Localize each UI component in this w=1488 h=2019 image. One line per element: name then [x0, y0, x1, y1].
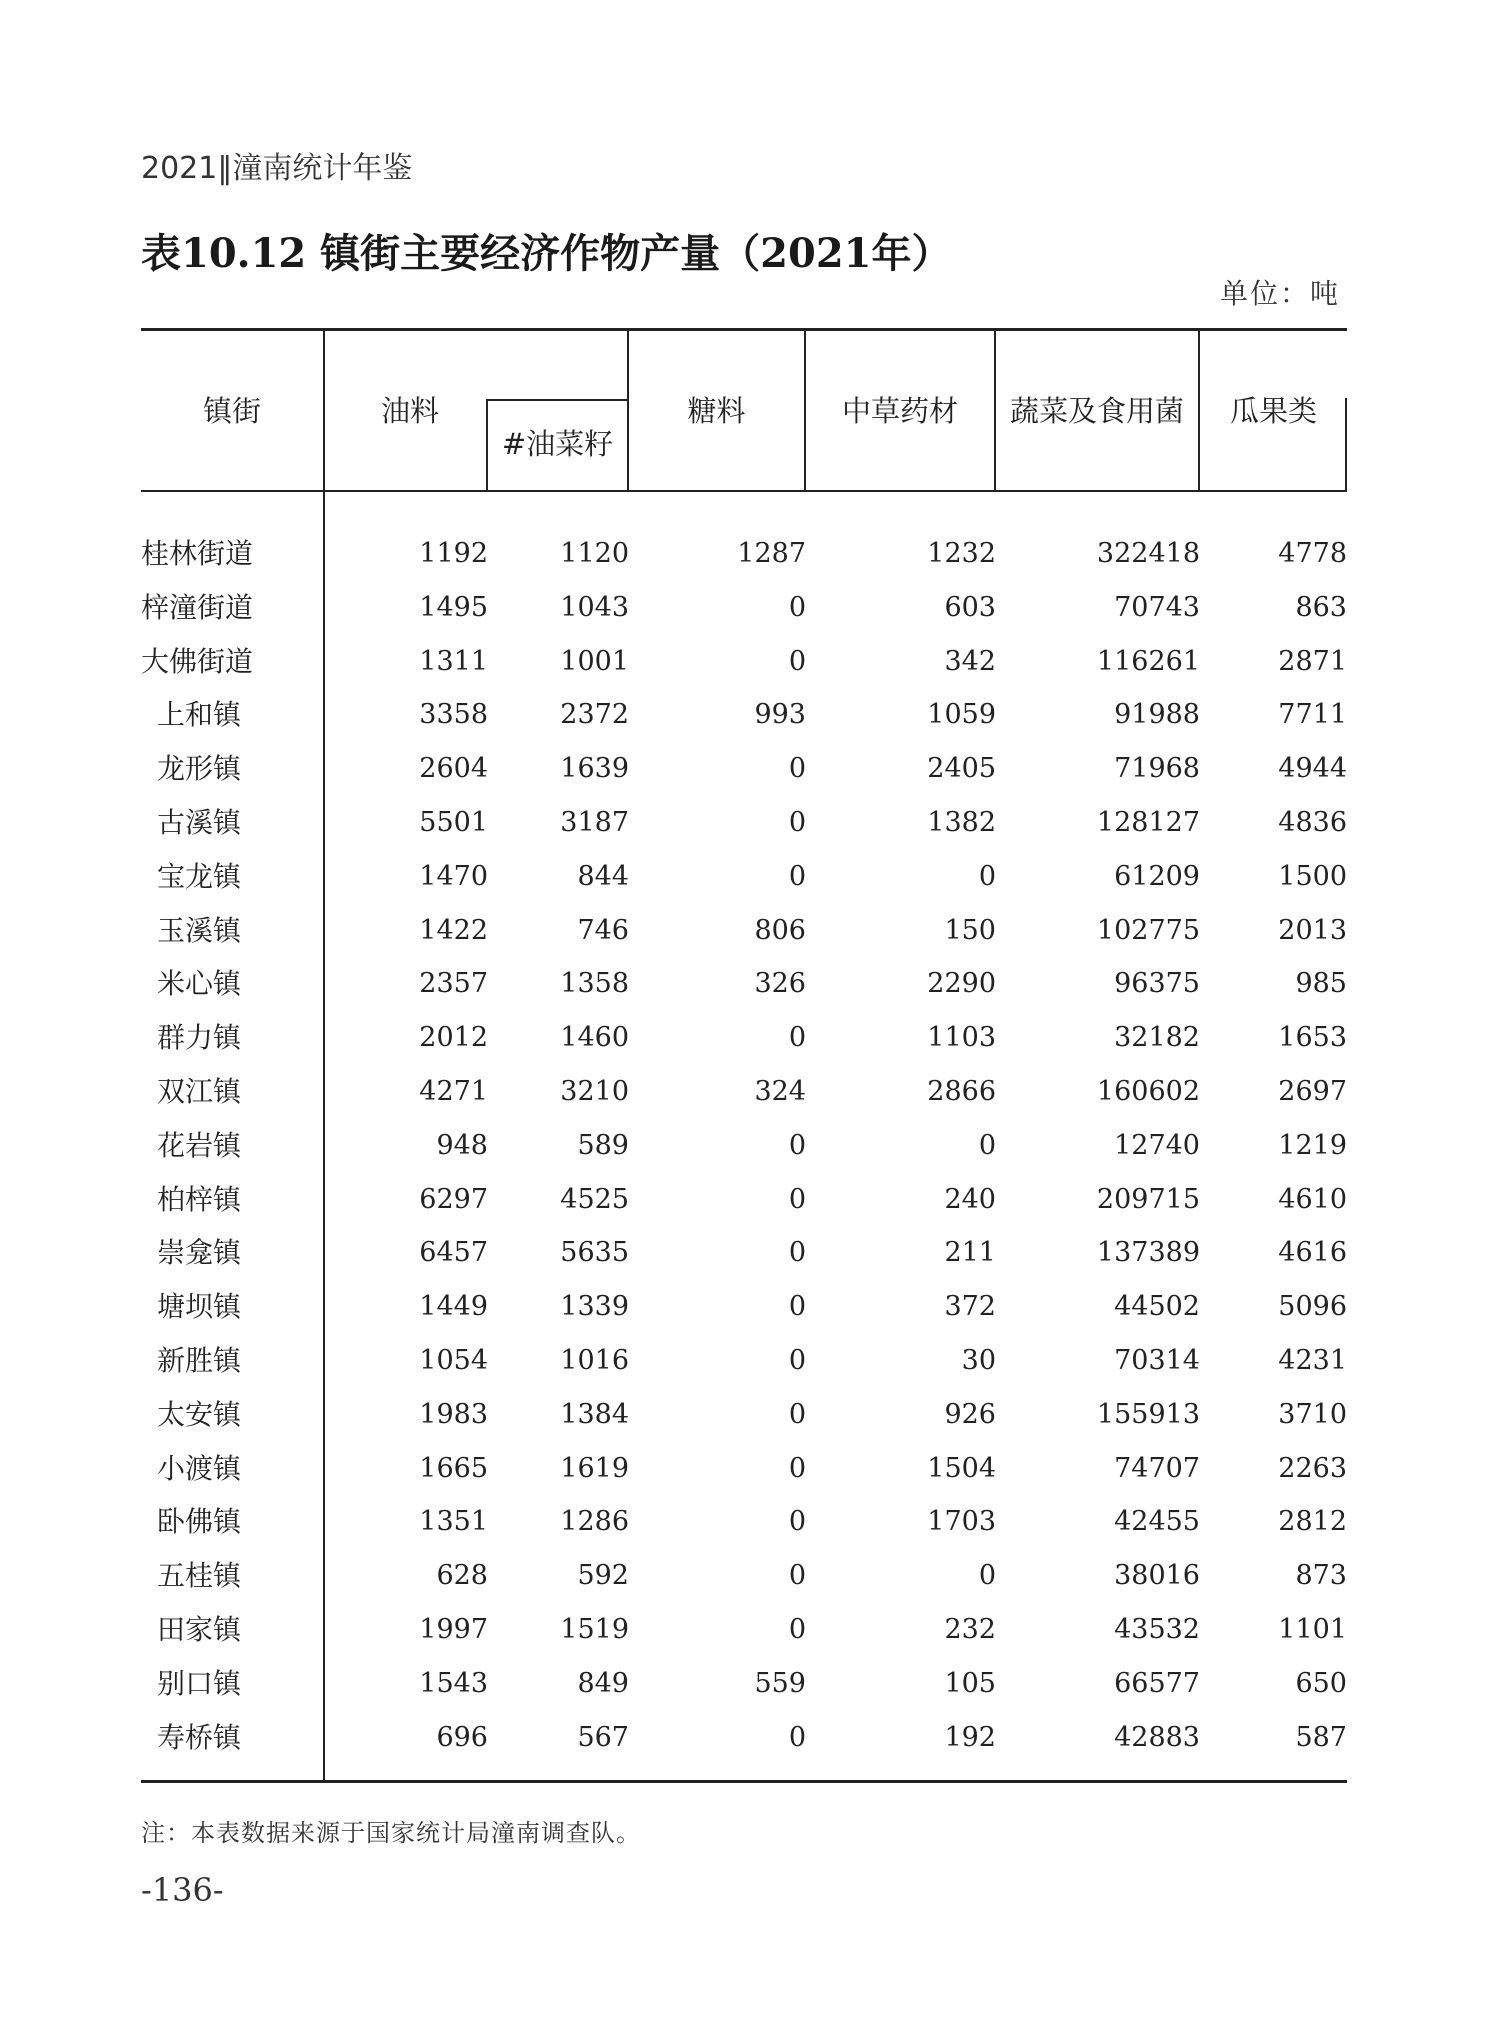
rapeseed-value: 1519: [560, 1614, 629, 1645]
rapeseed-value: 4525: [560, 1183, 629, 1215]
melons-value: 2812: [1278, 1506, 1347, 1538]
table-row: [0, 1714, 1488, 1768]
oil-value: 1665: [419, 1452, 488, 1484]
town-name: 古溪镇: [157, 806, 242, 839]
herbs-value: 232: [944, 1614, 996, 1645]
sugar-value: 0: [788, 1560, 806, 1592]
page-title: 表10.12 镇街主要经济作物产量（2021年）: [141, 230, 952, 277]
sugar-value: 0: [788, 1452, 806, 1484]
sugar-value: 0: [788, 645, 806, 677]
oil-value: 2012: [419, 1022, 488, 1054]
table-row: [0, 907, 1488, 961]
herbs-value: 30: [961, 1345, 996, 1376]
vegetables-value: 70743: [1114, 591, 1200, 623]
header-bottom-rule: [141, 490, 1347, 492]
oil-value: 1422: [419, 914, 488, 946]
table-row: [0, 1552, 1488, 1606]
oil-value: 1054: [419, 1345, 488, 1376]
town-name: 米心镇: [157, 967, 242, 1001]
vegetables-value: 102775: [1096, 914, 1200, 946]
oil-value: 1495: [419, 591, 488, 623]
herbs-value: 1059: [927, 699, 996, 731]
melons-value: 1101: [1278, 1614, 1347, 1645]
oil-value: 628: [436, 1560, 488, 1592]
vegetables-value: 160602: [1096, 1076, 1200, 1107]
running-header: 2021‖潼南统计年鉴: [141, 151, 413, 186]
rapeseed-value: 1384: [560, 1398, 629, 1430]
melons-value: 650: [1295, 1667, 1347, 1699]
herbs-value: 1103: [927, 1022, 996, 1054]
sugar-value: 0: [788, 1506, 806, 1538]
town-name: 五桂镇: [157, 1559, 242, 1593]
rapeseed-value: 746: [577, 914, 629, 946]
herbs-value: 2290: [927, 968, 996, 1000]
vegetables-value: 12740: [1114, 1129, 1200, 1161]
town-name: 群力镇: [157, 1021, 242, 1055]
town-name: 桂林街道: [141, 537, 254, 570]
rapeseed-value: 3210: [560, 1076, 629, 1107]
source-note: 注：本表数据来源于国家统计局潼南调查队。: [141, 1819, 641, 1847]
table-row: [0, 1283, 1488, 1337]
table-row: [0, 1337, 1488, 1391]
sugar-value: 0: [788, 591, 806, 623]
melons-value: 2871: [1278, 645, 1347, 677]
vegetables-value: 38016: [1114, 1560, 1200, 1592]
sugar-value: 0: [788, 1614, 806, 1645]
sugar-value: 993: [754, 699, 806, 731]
melons-value: 4231: [1278, 1345, 1347, 1376]
table-row: [0, 638, 1488, 692]
vegetables-value: 322418: [1096, 538, 1200, 569]
table-row: [0, 960, 1488, 1014]
town-name: 上和镇: [157, 698, 242, 732]
rapeseed-value: 1460: [560, 1022, 629, 1054]
melons-value: 4944: [1278, 753, 1347, 785]
header-town: 镇街: [202, 394, 261, 428]
melons-value: 985: [1295, 968, 1347, 1000]
herbs-value: 372: [944, 1291, 996, 1323]
vegetables-value: 155913: [1096, 1398, 1200, 1430]
oil-value: 696: [436, 1721, 488, 1753]
herbs-value: 603: [944, 591, 996, 623]
herbs-value: 0: [978, 860, 996, 892]
town-name: 龙形镇: [157, 752, 242, 786]
vegetables-value: 74707: [1114, 1452, 1200, 1484]
melons-value: 7711: [1278, 699, 1347, 731]
sugar-value: 1287: [737, 538, 806, 569]
sugar-value: 559: [754, 1667, 806, 1699]
header-melons: 瓜果类: [1229, 394, 1317, 428]
vegetables-value: 32182: [1114, 1022, 1200, 1054]
herbs-value: 192: [944, 1721, 996, 1753]
oil-value: 948: [436, 1129, 488, 1161]
melons-value: 4836: [1278, 807, 1347, 838]
vegetables-value: 137389: [1096, 1237, 1200, 1269]
header-vegetables: 蔬菜及食用菌: [1009, 394, 1184, 428]
melons-value: 5096: [1278, 1291, 1347, 1323]
town-name: 塘坝镇: [157, 1290, 242, 1324]
rapeseed-value: 1016: [560, 1345, 629, 1376]
oil-value: 1997: [419, 1614, 488, 1645]
table-row: [0, 584, 1488, 638]
unit-label: 单位：吨: [1219, 277, 1340, 310]
header-sugar: 糖料: [687, 394, 746, 428]
sugar-value: 0: [788, 1721, 806, 1753]
oil-value: 5501: [419, 807, 488, 838]
vegetables-value: 70314: [1114, 1345, 1200, 1376]
herbs-value: 150: [944, 914, 996, 946]
rapeseed-value: 2372: [560, 699, 629, 731]
rapeseed-value: 3187: [560, 807, 629, 838]
town-name: 柏梓镇: [157, 1182, 242, 1216]
oil-value: 3358: [419, 699, 488, 731]
melons-value: 863: [1295, 591, 1347, 623]
oil-value: 6297: [419, 1183, 488, 1215]
oil-value: 1543: [419, 1667, 488, 1699]
rapeseed-value: 1339: [560, 1291, 629, 1323]
town-name: 新胜镇: [157, 1344, 242, 1377]
vegetables-value: 91988: [1114, 699, 1200, 731]
herbs-value: 1703: [927, 1506, 996, 1538]
herbs-value: 1382: [927, 807, 996, 838]
melons-value: 4778: [1278, 538, 1347, 569]
town-name: 宝龙镇: [157, 859, 242, 893]
town-name: 太安镇: [157, 1397, 242, 1431]
rapeseed-value: 1639: [560, 753, 629, 785]
herbs-value: 342: [944, 645, 996, 677]
melons-value: 1219: [1278, 1129, 1347, 1161]
rapeseed-value: 1358: [560, 968, 629, 1000]
rapeseed-value: 567: [577, 1721, 629, 1753]
town-name: 大佛街道: [141, 644, 254, 678]
table-bottom-rule: [141, 1780, 1347, 1783]
header-oil: 油料: [380, 394, 439, 428]
melons-value: 1653: [1278, 1022, 1347, 1054]
sugar-value: 0: [788, 1291, 806, 1323]
rapeseed-value: 1001: [560, 645, 629, 677]
header-herbs: 中草药材: [841, 394, 958, 428]
table-row: [0, 853, 1488, 907]
sugar-value: 0: [788, 1398, 806, 1430]
melons-value: 3710: [1278, 1398, 1347, 1430]
table-row: [0, 1391, 1488, 1445]
sugar-value: 806: [754, 914, 806, 946]
vegetables-value: 128127: [1096, 807, 1200, 838]
rapeseed-value: 589: [577, 1129, 629, 1161]
table-row: [0, 1014, 1488, 1068]
rapeseed-value: 844: [577, 860, 629, 892]
vegetables-value: 61209: [1114, 860, 1200, 892]
town-name: 田家镇: [157, 1613, 242, 1646]
table-row: [0, 691, 1488, 745]
town-name: 卧佛镇: [157, 1505, 242, 1539]
sugar-value: 0: [788, 1345, 806, 1376]
town-name: 双江镇: [157, 1075, 242, 1108]
herbs-value: 2405: [927, 753, 996, 785]
table-row: [0, 1176, 1488, 1230]
vegetables-value: 71968: [1114, 753, 1200, 785]
vegetables-value: 96375: [1114, 968, 1200, 1000]
herbs-value: 211: [944, 1237, 996, 1269]
vegetables-value: 42883: [1114, 1721, 1200, 1753]
rapeseed-value: 5635: [560, 1237, 629, 1269]
herbs-value: 926: [944, 1398, 996, 1430]
town-name: 崇龛镇: [157, 1236, 242, 1270]
table-row: [0, 1445, 1488, 1499]
rapeseed-value: 592: [577, 1560, 629, 1592]
table-row: [0, 1606, 1488, 1660]
rapeseed-value: 1120: [560, 538, 629, 569]
sugar-value: 0: [788, 1237, 806, 1269]
melons-value: 2013: [1278, 914, 1347, 946]
sugar-value: 0: [788, 860, 806, 892]
oil-value: 2604: [419, 753, 488, 785]
melons-value: 4616: [1278, 1237, 1347, 1269]
table-row: [0, 1660, 1488, 1714]
melons-value: 873: [1295, 1560, 1347, 1592]
table-row: [0, 1229, 1488, 1283]
sugar-value: 0: [788, 753, 806, 785]
herbs-value: 0: [978, 1129, 996, 1161]
header-rapeseed: #油菜籽: [501, 427, 614, 461]
rapeseed-value: 1619: [560, 1452, 629, 1484]
melons-value: 2263: [1278, 1452, 1347, 1484]
herbs-value: 1232: [927, 538, 996, 569]
town-name: 别口镇: [157, 1666, 242, 1700]
vegetables-value: 44502: [1114, 1291, 1200, 1323]
melons-value: 587: [1295, 1721, 1347, 1753]
vegetables-value: 116261: [1096, 645, 1200, 677]
herbs-value: 2866: [927, 1076, 996, 1107]
table-top-rule: [141, 328, 1347, 331]
table-row: [0, 1498, 1488, 1552]
herbs-value: 240: [944, 1183, 996, 1215]
oil-value: 1351: [419, 1506, 488, 1538]
oil-value: 1192: [419, 538, 488, 569]
melons-value: 4610: [1278, 1183, 1347, 1215]
table-row: [0, 1122, 1488, 1176]
sugar-value: 0: [788, 1022, 806, 1054]
table-row: [0, 1068, 1488, 1122]
page-number: -136-: [141, 1871, 224, 1909]
town-name: 小渡镇: [157, 1451, 242, 1485]
vegetables-value: 209715: [1096, 1183, 1200, 1215]
vegetables-value: 66577: [1114, 1667, 1200, 1699]
melons-value: 2697: [1278, 1076, 1347, 1107]
oil-value: 1470: [419, 860, 488, 892]
town-name: 花岩镇: [157, 1128, 242, 1162]
vegetables-value: 42455: [1114, 1506, 1200, 1538]
oil-value: 2357: [419, 968, 488, 1000]
table-row: [0, 745, 1488, 799]
town-name: 寿桥镇: [157, 1720, 242, 1754]
table-row: [0, 799, 1488, 853]
melons-value: 1500: [1278, 860, 1347, 892]
town-name: 玉溪镇: [157, 913, 242, 947]
oil-value: 1311: [419, 645, 488, 677]
table-row: [0, 530, 1488, 584]
herbs-value: 1504: [927, 1452, 996, 1484]
sugar-value: 326: [754, 968, 806, 1000]
sugar-value: 0: [788, 807, 806, 838]
rapeseed-value: 1286: [560, 1506, 629, 1538]
sugar-value: 0: [788, 1183, 806, 1215]
oil-subheader-rule: [486, 399, 628, 401]
oil-value: 6457: [419, 1237, 488, 1269]
oil-value: 1449: [419, 1291, 488, 1323]
rapeseed-value: 1043: [560, 591, 629, 623]
vegetables-value: 43532: [1114, 1614, 1200, 1645]
herbs-value: 105: [944, 1667, 996, 1699]
rapeseed-value: 849: [577, 1667, 629, 1699]
oil-value: 1983: [419, 1398, 488, 1430]
sugar-value: 324: [754, 1076, 806, 1107]
herbs-value: 0: [978, 1560, 996, 1592]
oil-value: 4271: [419, 1076, 488, 1107]
town-name: 梓潼街道: [141, 590, 254, 624]
sugar-value: 0: [788, 1129, 806, 1161]
